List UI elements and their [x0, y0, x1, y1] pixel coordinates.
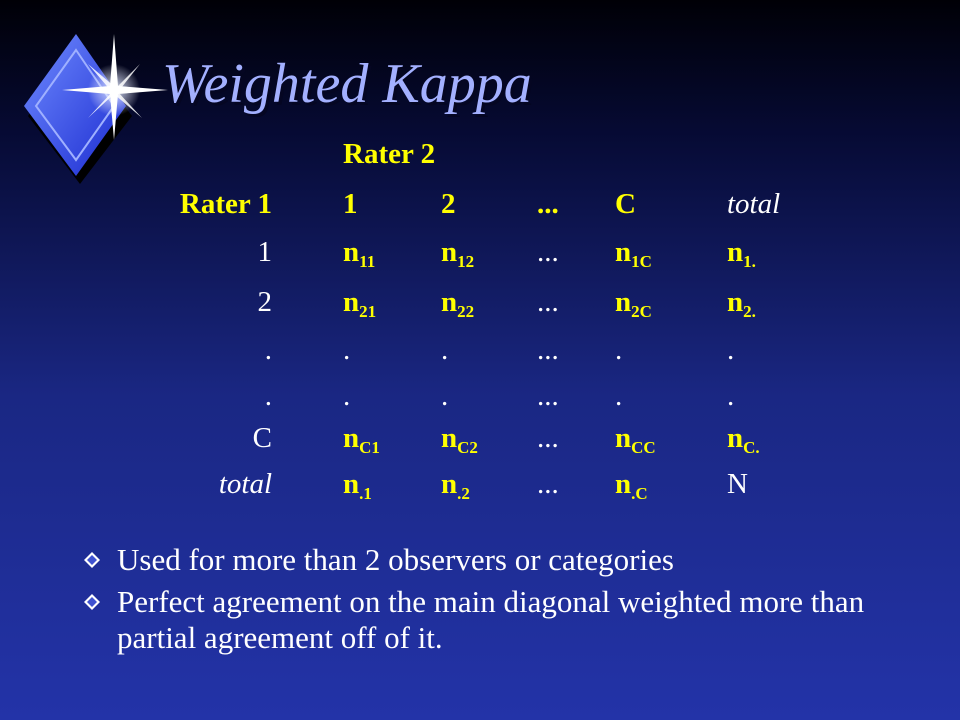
table-cell: [343, 468, 372, 503]
table-cell: [537, 336, 559, 365]
cell-subscript: 2.: [743, 302, 756, 321]
table-cell: [615, 236, 652, 271]
cell-subscript: C1: [359, 438, 380, 457]
cell-base: ...: [537, 236, 559, 268]
table-cell: [343, 382, 350, 411]
cell-base: n: [441, 468, 458, 500]
column-header: C: [615, 188, 636, 220]
cell-base: n: [343, 236, 360, 268]
cell-base: .: [441, 334, 449, 366]
table-cell: [727, 422, 760, 457]
cell-base: .: [441, 380, 449, 412]
table-cell: [343, 422, 380, 457]
table-cell: [441, 286, 475, 321]
rater2-label: Rater 2: [343, 138, 436, 170]
cell-base: .: [727, 380, 735, 412]
cell-base: N: [727, 468, 748, 500]
table-cell: [615, 336, 622, 365]
cell-base: .: [343, 334, 351, 366]
row-label: 1: [257, 236, 272, 268]
cell-base: n: [343, 422, 360, 454]
cell-base: n: [441, 236, 458, 268]
cell-base: .: [615, 380, 623, 412]
cell-base: ...: [537, 334, 559, 366]
diamond-bullet-icon: [84, 552, 100, 568]
cell-base: n: [727, 236, 744, 268]
table-cell: [343, 336, 350, 365]
cell-subscript: C.: [743, 438, 760, 457]
cell-base: .: [727, 334, 735, 366]
table-cell: [537, 424, 559, 453]
table-cell: [441, 236, 475, 271]
cell-base: n: [615, 422, 632, 454]
table-cell: [615, 286, 652, 321]
row-label: 2: [257, 286, 272, 318]
bullet-list: [84, 542, 944, 662]
table-cell: [441, 422, 478, 457]
cell-base: ...: [537, 422, 559, 454]
table-cell: [615, 422, 656, 457]
cell-subscript: .C: [631, 484, 648, 503]
table-cell: [727, 382, 734, 411]
cell-base: n: [615, 236, 632, 268]
cell-base: ...: [537, 380, 559, 412]
cell-subscript: 2C: [631, 302, 652, 321]
slide-title: Weighted Kappa: [162, 53, 532, 115]
cell-subscript: 1.: [743, 252, 756, 271]
row-label: .: [264, 380, 272, 412]
table-cell: [615, 382, 622, 411]
table-cell: [537, 382, 559, 411]
cell-subscript: 1C: [631, 252, 652, 271]
bullet-item: [84, 542, 944, 578]
cell-base: n: [727, 422, 744, 454]
cell-base: n: [441, 286, 458, 318]
diamond-star-logo: [18, 20, 168, 200]
cell-base: ...: [537, 286, 559, 318]
cell-subscript: 21: [359, 302, 377, 321]
bullet-text: Used for more than 2 observers or categories: [117, 542, 674, 577]
cell-base: .: [343, 380, 351, 412]
rater1-label: Rater 1: [179, 188, 272, 220]
cell-base: n: [343, 468, 360, 500]
table-cell: [727, 286, 756, 321]
cell-base: n: [727, 286, 744, 318]
row-label: C: [252, 422, 272, 454]
bullet-item: [84, 584, 944, 656]
cell-subscript: .1: [359, 484, 372, 503]
table-cell: [441, 336, 448, 365]
row-label: .: [264, 334, 272, 366]
cell-base: ...: [537, 468, 559, 500]
table-cell: [441, 468, 470, 503]
column-header: ...: [537, 188, 559, 220]
table-cell: [727, 336, 734, 365]
cell-base: n: [615, 468, 632, 500]
column-header: 1: [343, 188, 358, 220]
cell-subscript: 11: [359, 252, 376, 271]
table-cell: [537, 288, 559, 317]
table-cell: [615, 468, 648, 503]
cell-subscript: C2: [457, 438, 478, 457]
cell-base: n: [343, 286, 360, 318]
cell-subscript: 12: [457, 252, 475, 271]
table-cell: [441, 382, 448, 411]
table-cell: [343, 236, 376, 271]
diamond-bullet-icon: [84, 594, 100, 610]
cell-base: .: [615, 334, 623, 366]
table-cell: [727, 470, 748, 499]
column-header: 2: [441, 188, 456, 220]
table-cell: [343, 286, 377, 321]
column-header: total: [727, 188, 781, 220]
row-label: total: [218, 468, 272, 500]
cell-base: n: [615, 286, 632, 318]
bullet-text: Perfect agreement on the main diagonal weighted more than partial agreement off of it.: [117, 584, 865, 655]
table-cell: [537, 470, 559, 499]
cell-subscript: 22: [457, 302, 475, 321]
cell-base: n: [441, 422, 458, 454]
cell-subscript: CC: [631, 438, 656, 457]
cell-subscript: .2: [457, 484, 470, 503]
table-cell: [537, 238, 559, 267]
table-cell: [727, 236, 756, 271]
